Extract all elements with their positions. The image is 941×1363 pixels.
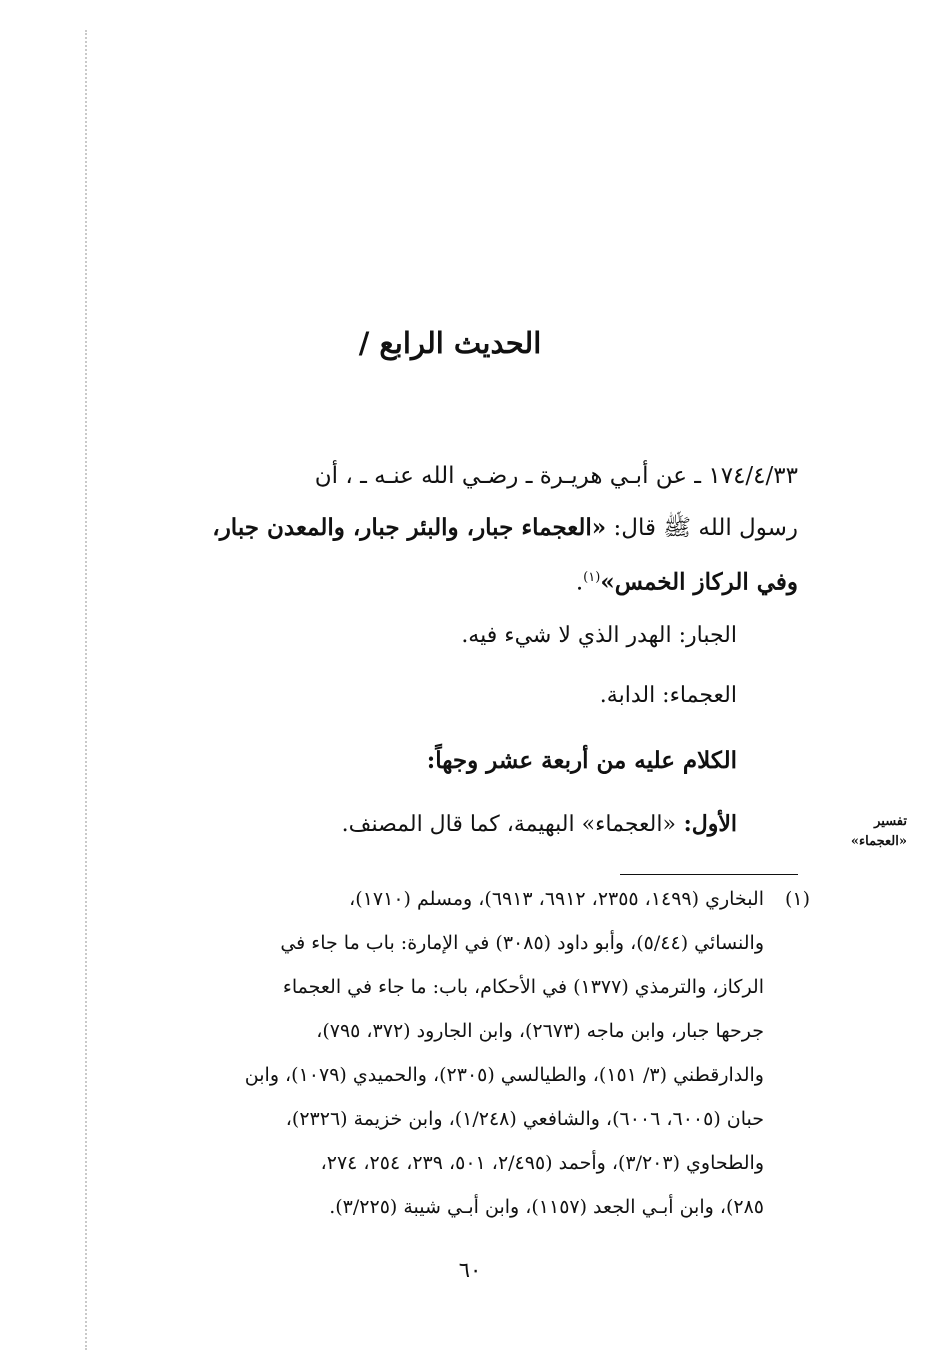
footnote-line-1 (130, 884, 810, 914)
footnote-line-8 (130, 1192, 810, 1222)
footnote-text: ٢٨٥)، وابن أبـي الجعد (١١٥٧)، وابن أبـي شيبة (٣/٢٢٥). (329, 1196, 764, 1218)
left-margin-dots (85, 30, 87, 1350)
footnote-text: جرحها جبار، وابن ماجه (٢٦٧٣)، وابن الجارود (٣٧٢، ٧٩٥)، (316, 1020, 764, 1042)
margin-note-line-1: تفسير (874, 814, 907, 829)
hadith-line-2-intro: رسول الله ﷺ قال: (606, 515, 798, 541)
footnote-text: والدارقطني (٣/ ١٥١)، والطيالسي (٢٣٠٥)، والحميدي (١٠٧٩)، وابن (244, 1064, 764, 1086)
hadith-line-1: ١٧٤/٤/٣٣ ـ عن أبـي هريـرة ـ رضـي الله عنـه ـ ، أن (314, 463, 798, 489)
footnote-text: والنسائي (٥/٤٤)، وأبو داود (٣٠٨٥) في الإمارة: باب ما جاء في (280, 932, 764, 954)
footnote-line-5 (130, 1060, 810, 1090)
footnote-text: البخاري (١٤٩٩، ٢٣٥٥، ٦٩١٢، ٦٩١٣)، ومسلم (١٧١٠)، (349, 888, 764, 910)
chapter-title: الحديث الرابع / (358, 326, 542, 360)
hadith-line-3-end: . (575, 569, 584, 596)
footnote-text: الركاز، والترمذي (١٣٧٧) في الأحكام، باب: ما جاء في العجماء (282, 976, 764, 998)
footnote-line-4 (130, 1016, 810, 1046)
hadith-line-2-quote: «العجماء جبار، والبئر جبار، والمعدن جبار، (212, 514, 607, 541)
definition-jabbar: الجبار: الهدر الذي لا شيء فيه. (461, 623, 737, 648)
discussion-heading: الكلام عليه من أربعة عشر وجهاً: (426, 747, 737, 774)
footnote-line-2 (130, 928, 810, 958)
first-point-label: الأول: (675, 811, 737, 837)
first-point (177, 808, 737, 841)
first-point-text: «العجماء» البهيمة، كما قال المصنف. (341, 812, 676, 837)
footnote-number: (١) (784, 888, 810, 910)
footnote-text: حبان (٦٠٠٥، ٦٠٠٦)، والشافعي (١/٢٤٨)، وابن خزيمة (٢٣٢٦)، (285, 1108, 764, 1130)
definition-ajmaa: العجماء: الدابة. (599, 683, 737, 708)
hadith-line-3 (128, 564, 798, 597)
footnote-text: والطحاوي (٣/٢٠٣)، وأحمد (٢/٤٩٥، ٥٠١، ٢٣٩، ٢٥٤، ٢٧٤، (320, 1152, 764, 1174)
hadith-line-3-quote: وفي الركاز الخمس» (600, 568, 798, 596)
footnote-line-6 (130, 1104, 810, 1134)
footnote-separator (620, 874, 798, 875)
margin-note-line-2: «العجماء» (850, 834, 907, 849)
footnote-reference: (١) (583, 570, 601, 585)
page-number: ٦٠ (458, 1258, 482, 1282)
hadith-line-2 (128, 514, 798, 542)
footnote-line-3 (130, 972, 810, 1002)
margin-note (822, 812, 907, 852)
footnote-line-7 (130, 1148, 810, 1178)
